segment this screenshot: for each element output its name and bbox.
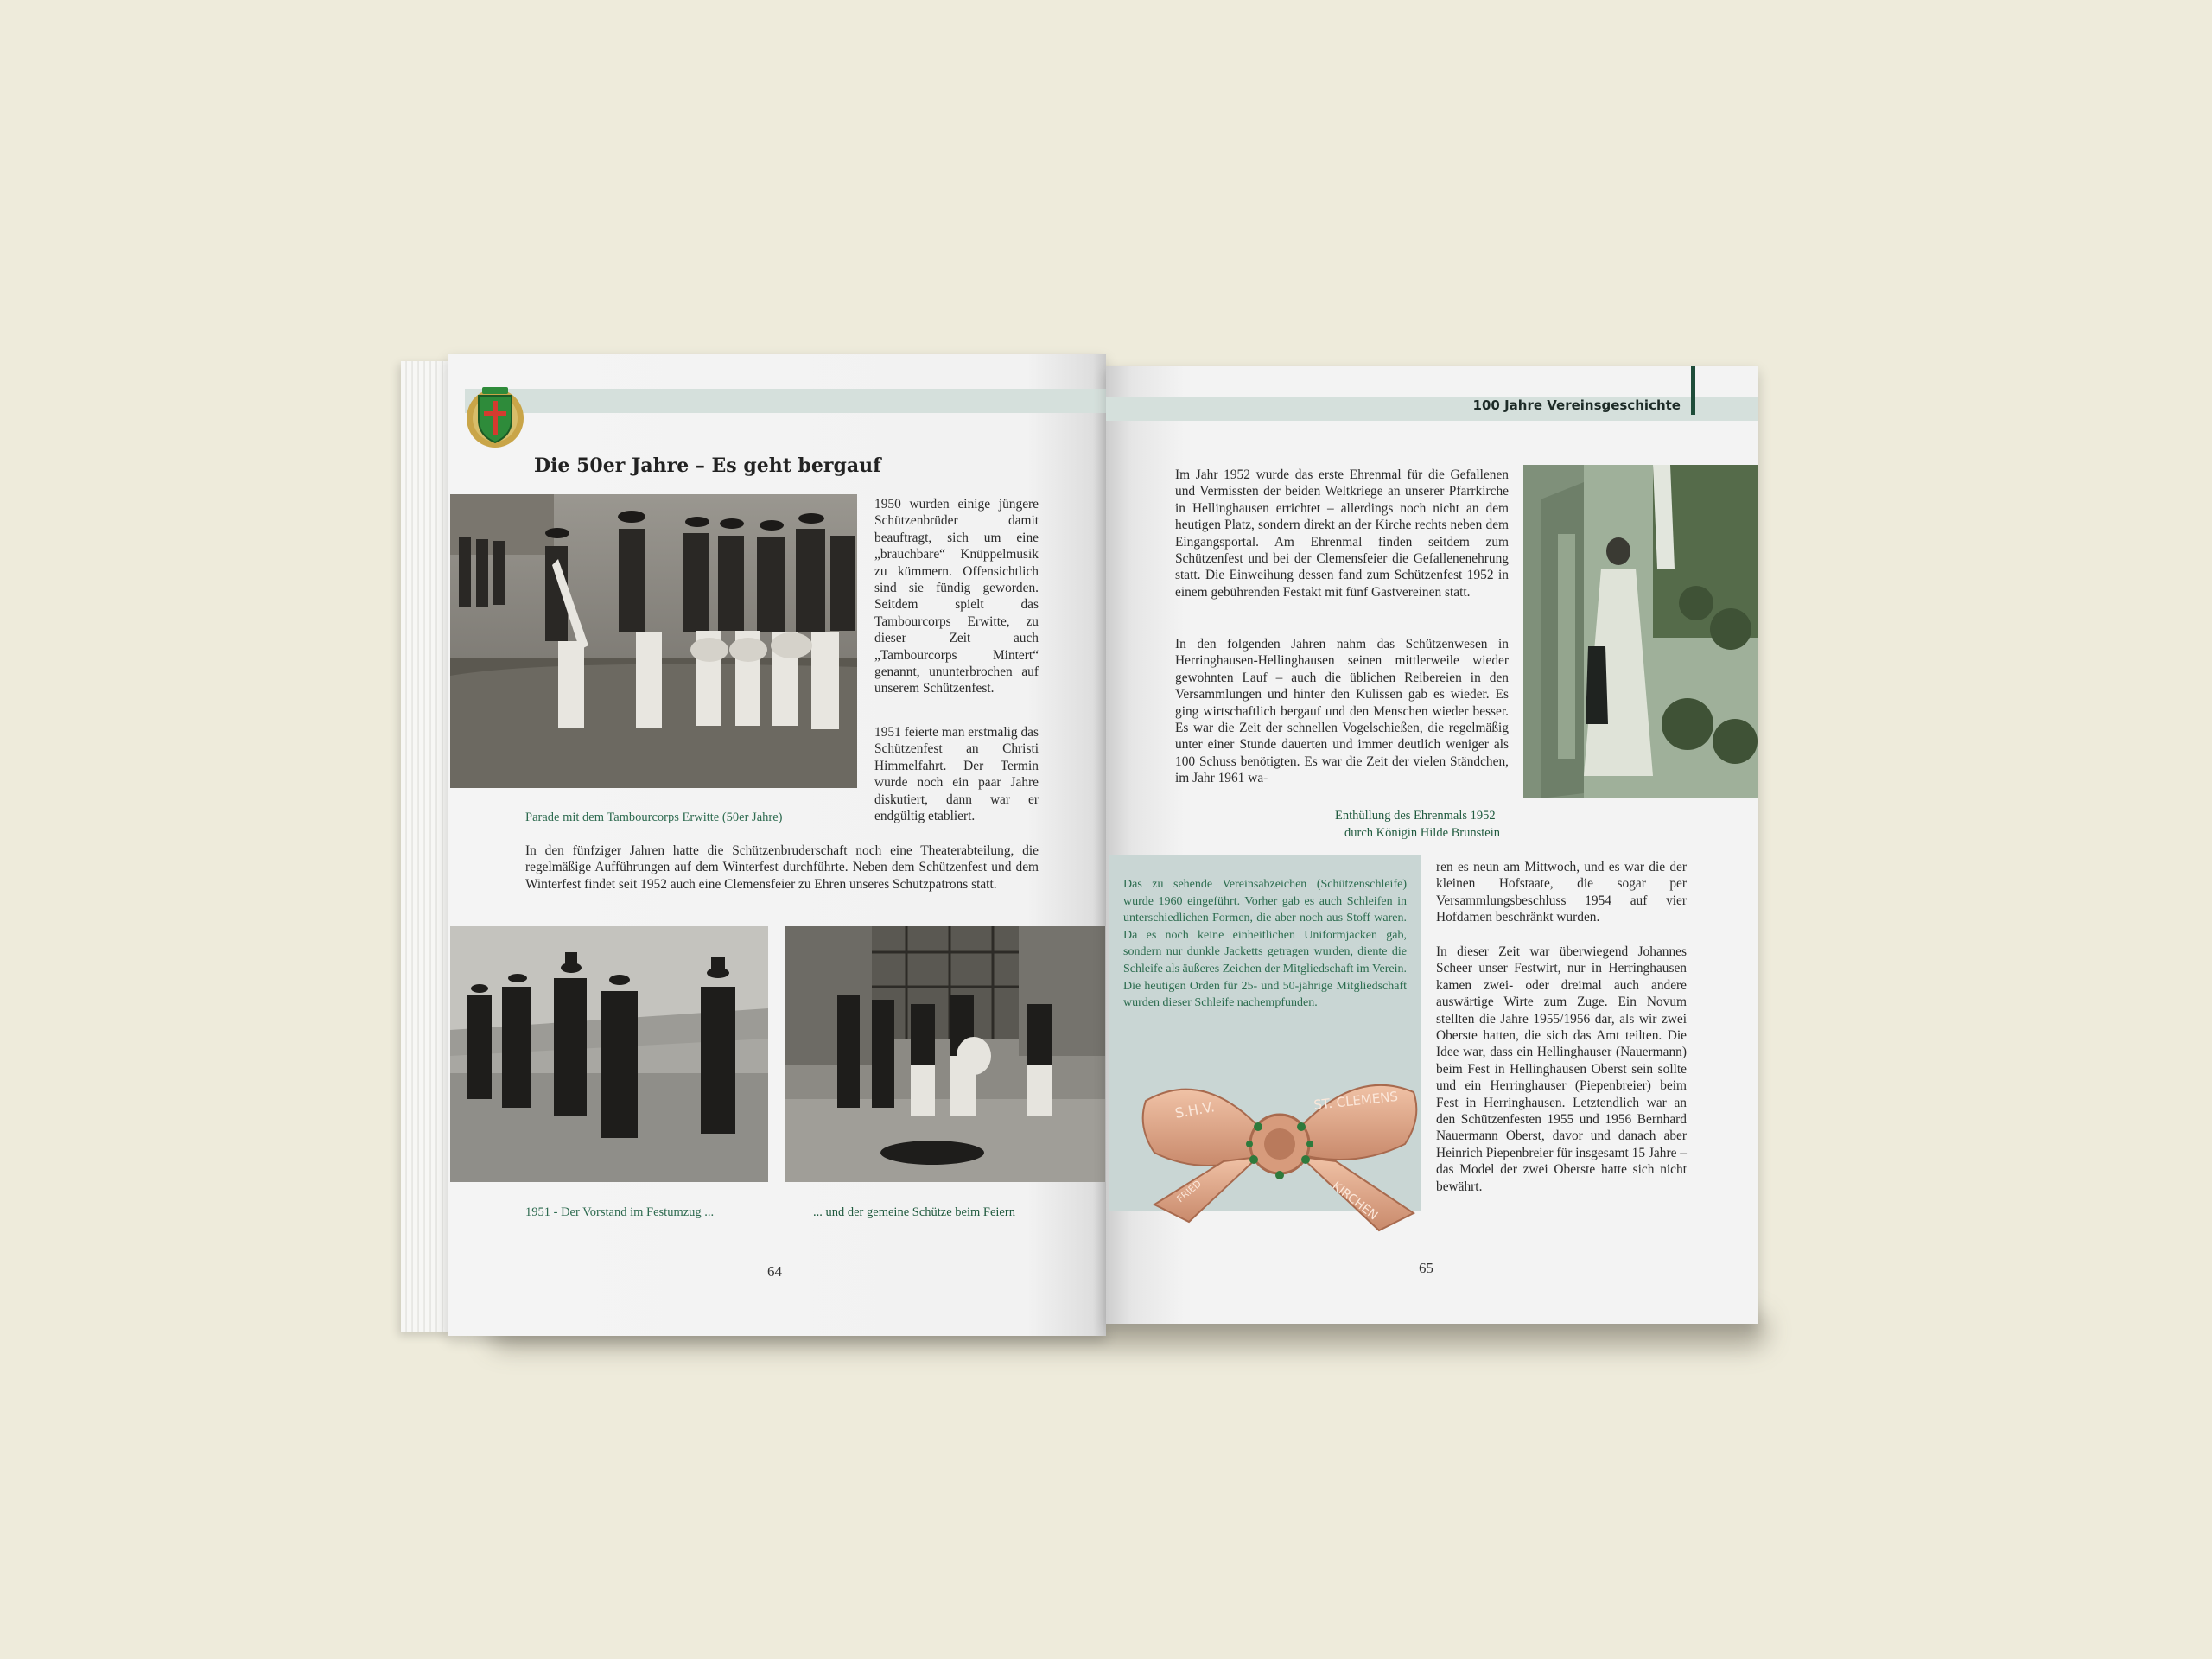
caption-parade: Parade mit dem Tambourcorps Erwitte (50er Jahre) bbox=[525, 810, 783, 824]
badge-tail-left-text: FRIED bbox=[1174, 1178, 1204, 1205]
para-3: ren es neun am Mittwoch, und es war die der kleinen Hofstaate, die sogar per Versammlungsbeschluss 1954 auf vier Hofdamen beschränkt wurden. bbox=[1436, 860, 1687, 925]
col-text-1: 1950 wurden einige jüngere Schützenbrüder damit beauftragt, sich um eine „brauchbare“ Knüppelmusik zu kümmern. Offensichtlich sind sie fündig geworden. Seitdem spielt das Tambourcorps Erwitte, zu dieser Zeit auch „Tambourcorps Mintert“ genannt, ununterbrochen auf unserem Schützenfest. bbox=[874, 497, 1039, 696]
club-badge-image bbox=[1137, 1058, 1422, 1248]
page-edges bbox=[401, 361, 453, 1332]
right-page bbox=[1106, 366, 1758, 1324]
para-4: In dieser Zeit war überwiegend Johannes Scheer unser Festwirt, nur in Herringhausen kamen zwei- oder dreimal auch andere auswärtige Wirte zum Zuge. Ein Novum stellten die Jahre 1955/1956 dar, als wir zwei Oberste hatten, die sich das Amt teilten. Die Idee war, dass ein Hellinghauser (Nauermann) beim Fest in Hellinghausen Oberst sein sollte und ein Herringhauser (Piepenbreier) beim Fest in Herringhausen. Letztendlich war an den Schützenfesten 1955 und 1956 Bernhard Nauermann Oberst, davor und danach aber Heinrich Piepenbreier für insgesamt 15 Jahre – das Model der zwei Oberste hatte sich nicht bewährt. bbox=[1436, 944, 1687, 1194]
badge-left-text: S.H.V. bbox=[1173, 1098, 1217, 1122]
col-text-2: 1951 feierte man erstmalig das Schützenfest an Christi Himmelfahrt. Der Termin wurde noch ein paar Jahre diskutiert, dann war er endgültig etabliert. bbox=[874, 725, 1039, 824]
running-header: 100 Jahre Vereinsgeschichte bbox=[1472, 397, 1681, 413]
info-box-text: Das zu sehende Vereinsabzeichen (Schützenschleife) wurde 1960 eingeführt. Vorher gab es auch Schleifen in unterschiedlichen Formen, die aber noch aus Stoff waren. Da es noch keine einheitlichen Uniformjacken gab, sondern nur dunkle Jacketts getragen wurden, diente die Schleife als äußeres Zeichen der Mitgliedschaft im Verein. Die heutigen Orden für 25- und 50-jährige Mitgliedschaft wurden dieser Schleife nachempfunden. bbox=[1123, 878, 1407, 1010]
badge-tail-right-text: KIRCHEN bbox=[1329, 1179, 1381, 1224]
page-number: 65 bbox=[1419, 1260, 1433, 1276]
left-page bbox=[448, 354, 1106, 1336]
club-crest-icon bbox=[463, 378, 527, 451]
page-number: 64 bbox=[767, 1263, 782, 1280]
caption-vorstand: 1951 - Der Vorstand im Festumzug ... bbox=[525, 1205, 715, 1219]
header-band bbox=[465, 389, 1106, 413]
para-1: Im Jahr 1952 wurde das erste Ehrenmal für die Gefallenen und Vermissten der beiden Weltkriege an unserer Pfarrkirche in Hellinghausen errichtet – allerdings noch nicht an dem heutigen Platz, sondern direkt an der Kirche rechts neben dem Eingangsportal. Am Ehrenmal finden seitdem zum Schützenfest und bei der Clemensfeier die Gefallenenehrung statt. Die Einweihung dessen fand zum Schützenfest 1952 in einem gebührenden Festakt mit fünf Gastvereinen statt. bbox=[1175, 467, 1509, 600]
wide-text: In den fünfziger Jahren hatte die Schützenbruderschaft noch eine Theaterabteilung, die regelmäßige Aufführungen auf dem Winterfest durchführte. Neben dem Schützenfest und dem Winterfest findet seit 1952 auch eine Clemensfeier zu Ehren unseres Schutzpatrons statt. bbox=[525, 843, 1039, 892]
para-2: In den folgenden Jahren nahm das Schützenwesen in Herringhausen-Hellinghausen seinen mittlerweile wieder gewohnten Lauf – auch die üblichen Reibereien in den Versammlungen und hinter den Kulissen gab es wieder. Es ging wirtschaftlich bergauf und den Menschen wieder besser. Es war die Zeit der schnellen Vogelschießen, die regelmäßig unter einer Stunde dauerten und immer deutlich weniger als 100 Schuss benötigten. Es war die Zeit der vielen Ständchen, im Jahr 1961 wa- bbox=[1175, 637, 1509, 786]
caption-ehrenmal-2: durch Königin Hilde Brunstein bbox=[1344, 826, 1501, 840]
page-heading: Die 50er Jahre – Es geht bergauf bbox=[534, 454, 881, 477]
ehrenmal-photo bbox=[1523, 465, 1758, 798]
vorstand-photo bbox=[450, 926, 768, 1182]
header-rule bbox=[1691, 366, 1695, 415]
badge-right-text: ST. CLEMENS bbox=[1313, 1088, 1399, 1113]
parade-photo bbox=[450, 494, 857, 788]
caption-feiern: ... und der gemeine Schütze beim Feiern bbox=[813, 1205, 1015, 1219]
feiern-photo bbox=[785, 926, 1105, 1182]
caption-ehrenmal-1: Enthüllung des Ehrenmals 1952 bbox=[1335, 809, 1496, 823]
